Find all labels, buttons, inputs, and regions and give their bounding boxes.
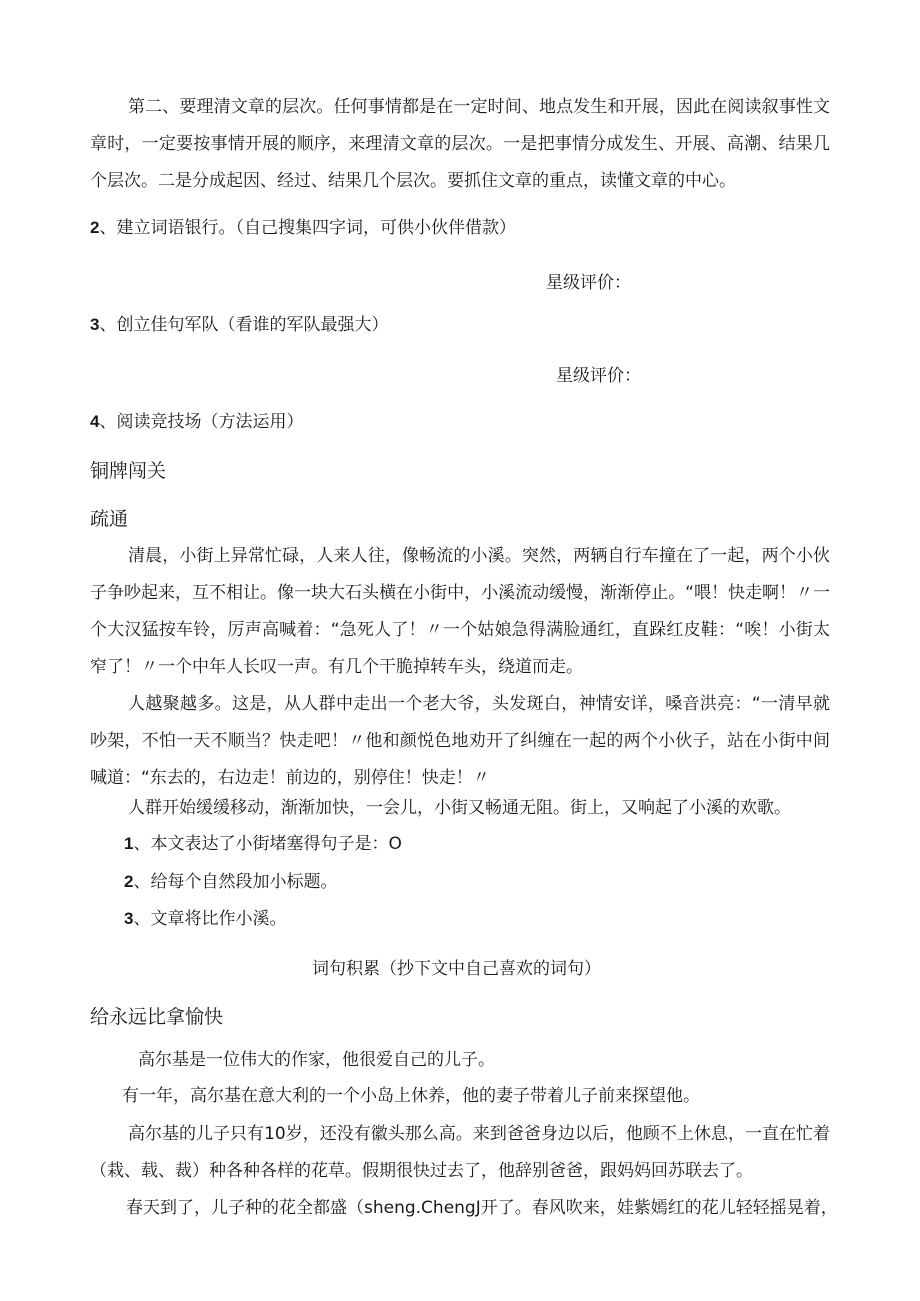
intro-paragraph: 第二、要理清文章的层次。任何事情都是在一定时间、地点发生和开展，因此在阅读叙事性文章时，一定要按事情开展的顺序，来理清文章的层次。一是把事情分成发生、开展、高潮、结果几个层次。二是分成起因、经过、结果几个层次。要抓住文章的重点，读懂文章的中心。	[90, 97, 830, 191]
section-3-heading	[90, 313, 388, 337]
question-number: 1	[124, 834, 134, 853]
story-paragraph: 高尔基是一位伟大的作家，他很爱自己的儿子。	[138, 1050, 495, 1070]
story-paragraph: 高尔基的儿子只有10岁，还没有徽头那么高。来到爸爸身边以后，他顾不上休息，一直在忙着（栽、载、裁）种各种各样的花草。假期很快过去了，他辞别爸爸，跟妈妈回苏联去了。	[90, 1124, 830, 1181]
section-text: 、阅读竞技场（方法运用）	[99, 412, 304, 432]
question-item	[124, 907, 286, 931]
star-rating-label: 星级评价：	[546, 273, 631, 293]
question-item	[124, 870, 337, 894]
question-text: 、给每个自然段加小标题。	[133, 872, 338, 892]
question-number: 3	[124, 909, 134, 928]
section-number: 2	[90, 218, 100, 237]
accumulation-label: 词句积累（抄下文中自己喜欢的词句）	[312, 959, 601, 979]
question-text: 、本文表达了小街堵塞得句子是：O	[133, 834, 402, 854]
question-item	[124, 832, 402, 856]
level-title: 铜牌闯关	[90, 460, 167, 482]
story-paragraph: 春天到了，儿子种的花全都盛（sheng.ChengJ开了。春风吹来，娃紫嫣红的花儿轻轻摇晃着，	[126, 1198, 838, 1218]
section-4-heading	[90, 410, 303, 434]
question-number: 2	[124, 872, 134, 891]
story-title: 给永远比拿愉快	[90, 1006, 224, 1028]
section-text: 、建立词语银行。（自己搜集四字词，可供小伙伴借款）	[99, 218, 516, 238]
section-number: 4	[90, 412, 100, 431]
section-text: 、创立佳句军队（看谁的军队最强大）	[99, 315, 389, 335]
story-title: 疏通	[90, 508, 129, 530]
section-number: 3	[90, 315, 100, 334]
story-paragraph: 清晨，小街上异常忙碌，人来人往，像畅流的小溪。突然，两辆自行车撞在了一起，两个小伙子争吵起来，互不相让。像一块大石头横在小街中，小溪流动缓慢，渐渐停止。“喂！快走啊！〃一个大汉猛按车铃，厉声高喊着：“急死人了！〃一个姑娘急得满脸通红，直跺红皮鞋：“唉！小街太窄了！〃一个中年人长叹一声。有几个干脆掉转车头，绕道而走。	[90, 546, 830, 677]
star-rating-label: 星级评价：	[556, 366, 641, 386]
section-2-heading	[90, 216, 516, 240]
story-paragraph: 人越聚越多。这是，从人群中走出一个老大爷，头发斑白，神情安详，嗓音洪亮：“一清早就吵架，不怕一天不顺当？快走吧！〃他和颜悦色地劝开了纠缠在一起的两个小伙子，站在小街中间喊道：“东去的，右边走！前边的，别停住！快走！〃	[90, 694, 830, 788]
question-text: 、文章将比作小溪。	[133, 909, 287, 929]
story-paragraph: 有一年，高尔基在意大利的一个小岛上休养，他的妻子带着儿子前来探望他。	[122, 1086, 700, 1106]
story-paragraph: 人群开始缓缓移动，渐渐加快，一会儿，小街又畅通无阻。街上，又响起了小溪的欢歌。	[128, 798, 791, 818]
